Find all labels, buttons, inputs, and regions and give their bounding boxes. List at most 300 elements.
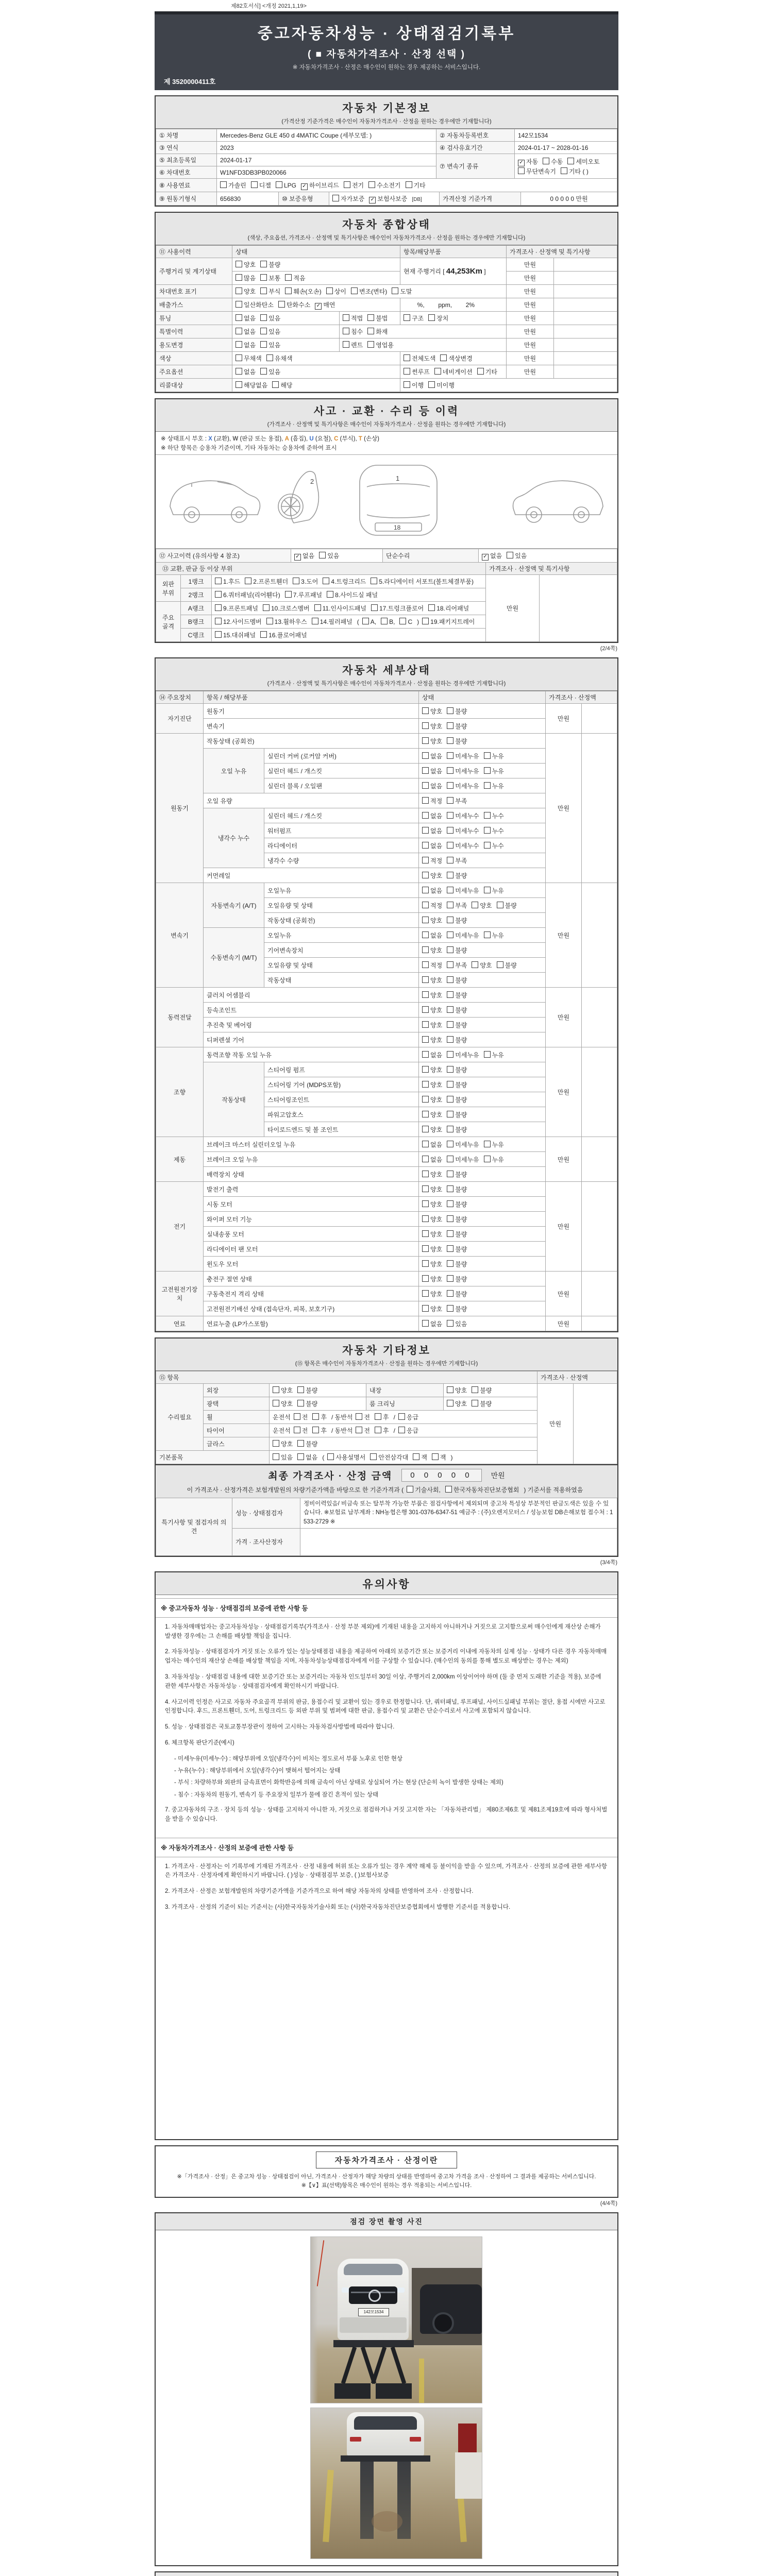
checkbox-option[interactable] bbox=[367, 341, 394, 349]
status-code-desc: (교환), bbox=[212, 436, 233, 442]
checkbox-option[interactable] bbox=[404, 314, 424, 323]
checkbox-option[interactable] bbox=[447, 1275, 467, 1283]
checkbox-label: 상이 bbox=[334, 288, 346, 295]
checkbox-label: 기타 ( ) bbox=[568, 167, 589, 175]
checkbox-option[interactable] bbox=[447, 1260, 467, 1268]
checkbox-option[interactable] bbox=[327, 590, 378, 599]
checkbox-option[interactable] bbox=[447, 961, 467, 970]
checkbox-label: 해당 bbox=[280, 382, 293, 389]
checkbox-option[interactable] bbox=[407, 1485, 441, 1494]
checkbox-option[interactable] bbox=[367, 314, 388, 323]
model-year-value: 2023 bbox=[217, 142, 436, 154]
device-item-label: 파워고압호스 bbox=[264, 1107, 419, 1122]
checkbox-option[interactable] bbox=[482, 551, 502, 560]
checkbox-option[interactable] bbox=[404, 381, 424, 389]
checkbox-option[interactable] bbox=[422, 1290, 442, 1298]
checkbox-option[interactable] bbox=[422, 752, 442, 760]
checkbox-option[interactable] bbox=[484, 811, 504, 820]
checkbox-option[interactable] bbox=[319, 551, 339, 560]
checkbox-icon: ✓ bbox=[294, 554, 301, 561]
checkbox-option[interactable] bbox=[371, 577, 474, 586]
checkbox-option[interactable] bbox=[236, 381, 267, 389]
checkbox-option[interactable] bbox=[447, 841, 479, 850]
checkbox-option[interactable] bbox=[543, 157, 563, 166]
checkbox-label: 후 bbox=[321, 1414, 327, 1421]
photo-lift-platform bbox=[333, 2340, 414, 2347]
checkbox-option[interactable] bbox=[375, 1426, 389, 1435]
checkbox-option[interactable] bbox=[484, 841, 504, 850]
checkbox-option[interactable] bbox=[297, 1386, 317, 1395]
checkbox-option[interactable] bbox=[368, 181, 400, 190]
checkbox-label: 누수 bbox=[492, 827, 504, 835]
checkbox-option[interactable] bbox=[260, 287, 280, 296]
notice-item: - 부식 : 차량하부와 외판의 금속표면이 화학반응에 의해 금속이 아닌 상태로 상실되어 가는 현상 (단순히 녹이 발생한 상태는 제외) bbox=[174, 1780, 503, 1786]
detail-row bbox=[156, 1182, 617, 1197]
checkbox-option[interactable] bbox=[297, 1453, 317, 1462]
notice-item: 3. 가격조사 · 산정의 기준이 되는 기준서는 (사)한국자동차기술사회 또는 (사)한국자동차진단보증협회에서 발행한 기준서를 적용합니다. bbox=[165, 1904, 511, 1910]
checkbox-option[interactable] bbox=[447, 1185, 467, 1194]
checkbox-option[interactable] bbox=[422, 1200, 442, 1209]
device-sub-label: 오일 누유 bbox=[204, 749, 264, 793]
diagram-number-1: 1 bbox=[396, 474, 400, 482]
checkbox-option[interactable] bbox=[215, 604, 258, 613]
checkbox-option[interactable] bbox=[356, 1413, 370, 1421]
checkbox-option[interactable] bbox=[323, 577, 366, 586]
checkbox-option[interactable] bbox=[447, 1050, 479, 1059]
checkbox-label: 매연 bbox=[323, 301, 335, 309]
device-group-label: 자기진단 bbox=[156, 704, 204, 734]
checkbox-option[interactable] bbox=[381, 618, 395, 625]
checkbox-icon bbox=[422, 1111, 429, 1117]
checkbox-option[interactable] bbox=[422, 782, 442, 790]
device-remark-cell bbox=[582, 1182, 617, 1272]
checkbox-option[interactable] bbox=[447, 1140, 479, 1149]
checkbox-option[interactable] bbox=[497, 901, 517, 910]
checkbox-icon: ✓ bbox=[369, 197, 376, 204]
checkbox-option[interactable] bbox=[371, 604, 424, 613]
price-cell: 만원 bbox=[507, 365, 554, 379]
checkbox-option[interactable] bbox=[447, 1200, 467, 1209]
checkbox-option[interactable] bbox=[447, 1290, 467, 1298]
device-price-cell: 만원 bbox=[546, 704, 582, 734]
checkbox-option[interactable] bbox=[561, 167, 589, 176]
checkbox-option[interactable] bbox=[273, 1453, 293, 1462]
repair-need-label: 수리필요 bbox=[156, 1384, 204, 1451]
checkbox-option[interactable] bbox=[422, 1275, 442, 1283]
checkbox-label: 세미오토 bbox=[576, 158, 600, 165]
checkbox-option[interactable] bbox=[422, 1260, 442, 1268]
checkbox-option[interactable] bbox=[447, 826, 479, 835]
checkbox-option[interactable] bbox=[447, 946, 467, 955]
checkbox-option[interactable] bbox=[266, 354, 293, 363]
mileage-label: 주행거리 및 계기상태 bbox=[156, 258, 232, 285]
checkbox-option[interactable] bbox=[263, 604, 310, 613]
checkbox-label: 양호 bbox=[281, 1387, 293, 1394]
checkbox-option[interactable] bbox=[447, 1006, 467, 1014]
checkbox-option[interactable] bbox=[278, 300, 310, 309]
checkbox-icon bbox=[447, 1320, 453, 1327]
checkbox-option[interactable] bbox=[422, 976, 442, 985]
checkbox-option[interactable] bbox=[406, 181, 426, 190]
checkbox-option[interactable] bbox=[260, 367, 280, 376]
checkbox-option[interactable] bbox=[422, 871, 442, 880]
checkbox-option[interactable] bbox=[422, 1065, 442, 1074]
checkbox-option[interactable] bbox=[422, 1006, 442, 1014]
page-marker-2: (2/4쪽) bbox=[600, 646, 617, 652]
checkbox-option[interactable] bbox=[472, 901, 492, 910]
checkbox-option[interactable] bbox=[315, 300, 335, 309]
checkbox-option[interactable] bbox=[447, 1170, 467, 1179]
checkbox-option[interactable] bbox=[344, 181, 364, 190]
checkbox-option[interactable] bbox=[484, 886, 504, 895]
checkbox-option[interactable] bbox=[507, 551, 527, 560]
checkbox-icon bbox=[422, 1171, 429, 1177]
checkbox-option[interactable] bbox=[236, 314, 256, 323]
checkbox-option[interactable] bbox=[422, 1304, 442, 1313]
checkbox-option[interactable] bbox=[260, 314, 280, 323]
device-sub-label: 냉각수 누수 bbox=[204, 808, 264, 868]
section-title: 유의사항 bbox=[362, 1578, 411, 1590]
checkbox-icon bbox=[422, 961, 429, 968]
checkbox-icon bbox=[236, 368, 242, 375]
checkbox-option[interactable] bbox=[422, 737, 442, 745]
checkbox-option[interactable] bbox=[327, 1453, 365, 1462]
checkbox-option[interactable] bbox=[440, 354, 472, 363]
remark-cell bbox=[554, 285, 617, 298]
checkbox-option[interactable] bbox=[447, 767, 479, 775]
checkbox-option[interactable] bbox=[434, 367, 473, 376]
checkbox-option[interactable] bbox=[422, 886, 442, 895]
checkbox-option[interactable] bbox=[518, 157, 538, 166]
checkbox-option[interactable] bbox=[422, 707, 442, 716]
checkbox-option[interactable] bbox=[422, 856, 442, 865]
checkbox-option[interactable] bbox=[422, 1110, 442, 1119]
etc-price-cell: 만원 bbox=[537, 1384, 574, 1464]
checkbox-option[interactable] bbox=[215, 631, 256, 639]
checkbox-option[interactable] bbox=[447, 916, 467, 925]
checkbox-icon bbox=[484, 931, 491, 938]
checkbox-option[interactable] bbox=[245, 577, 288, 586]
checkbox-option[interactable] bbox=[297, 1439, 317, 1448]
checkbox-option[interactable] bbox=[332, 194, 364, 203]
checkbox-option[interactable] bbox=[285, 274, 305, 282]
checkbox-label: 훼손(오손) bbox=[293, 288, 322, 295]
checkbox-option[interactable] bbox=[220, 181, 246, 190]
checkbox-option[interactable] bbox=[297, 1399, 317, 1408]
checkbox-label: 누유 bbox=[492, 1051, 504, 1059]
checkbox-option[interactable] bbox=[432, 1453, 446, 1462]
checkbox-option[interactable] bbox=[370, 1453, 408, 1462]
checkbox-option[interactable] bbox=[484, 1140, 504, 1149]
checkbox-option[interactable] bbox=[285, 287, 321, 296]
device-state-checks bbox=[419, 1167, 546, 1182]
device-state-checks bbox=[419, 988, 546, 1003]
checkbox-option[interactable] bbox=[447, 752, 479, 760]
checkbox-option[interactable] bbox=[422, 931, 442, 940]
checkbox-option[interactable] bbox=[413, 1453, 427, 1462]
checkbox-option[interactable] bbox=[447, 856, 467, 865]
checkbox-label: 불량 bbox=[505, 961, 517, 969]
photo-lift-leg-4 bbox=[391, 2347, 406, 2384]
checkbox-option[interactable] bbox=[294, 1426, 308, 1435]
checkbox-option[interactable] bbox=[428, 604, 469, 613]
checkbox-option[interactable] bbox=[447, 991, 467, 999]
checkbox-option[interactable] bbox=[447, 1021, 467, 1029]
checkbox-option[interactable] bbox=[351, 287, 387, 296]
checkbox-option[interactable] bbox=[398, 1413, 418, 1421]
checkbox-option[interactable] bbox=[422, 841, 442, 850]
checkbox-icon bbox=[312, 618, 318, 624]
checkbox-option[interactable] bbox=[497, 961, 517, 970]
checkbox-option[interactable] bbox=[447, 1230, 467, 1239]
checkbox-option[interactable] bbox=[422, 722, 442, 731]
checkbox-icon bbox=[236, 274, 242, 281]
checkbox-label: 양호 bbox=[480, 902, 492, 909]
checkbox-option[interactable] bbox=[422, 1140, 442, 1149]
checkbox-option[interactable] bbox=[445, 1485, 519, 1494]
checkbox-option[interactable] bbox=[362, 618, 376, 625]
checkbox-option[interactable] bbox=[447, 722, 467, 731]
checkbox-label: 1.후드 bbox=[223, 578, 241, 585]
checkbox-option[interactable] bbox=[422, 617, 475, 626]
checkbox-option[interactable] bbox=[447, 1155, 479, 1164]
checkbox-option[interactable] bbox=[447, 707, 467, 716]
checkbox-option[interactable] bbox=[447, 1386, 467, 1395]
checkbox-option[interactable] bbox=[484, 826, 504, 835]
checkbox-option[interactable] bbox=[260, 274, 280, 282]
checkbox-option[interactable] bbox=[399, 618, 412, 625]
checkbox-option[interactable] bbox=[422, 1095, 442, 1104]
checkbox-option[interactable] bbox=[422, 961, 442, 970]
checkbox-option[interactable] bbox=[447, 1215, 467, 1224]
checkbox-option[interactable] bbox=[273, 1399, 293, 1408]
checkbox-option[interactable] bbox=[447, 976, 467, 985]
checkbox-option[interactable] bbox=[312, 1426, 327, 1435]
checkbox-label: 있음 bbox=[327, 552, 340, 560]
checkbox-option[interactable] bbox=[215, 577, 240, 586]
basic-items-label: 기본품목 bbox=[156, 1451, 270, 1464]
checkbox-label: 색상변경 bbox=[448, 355, 473, 362]
checkbox-option[interactable] bbox=[447, 737, 467, 745]
checkbox-option[interactable] bbox=[472, 1399, 492, 1408]
checkbox-label: 양호 bbox=[430, 991, 443, 999]
checkbox-option[interactable] bbox=[260, 631, 307, 639]
checkbox-option[interactable] bbox=[273, 1439, 293, 1448]
checkbox-icon bbox=[260, 631, 267, 638]
checkbox-option[interactable] bbox=[343, 327, 363, 336]
checkbox-option[interactable] bbox=[447, 931, 479, 940]
checkbox-option[interactable] bbox=[484, 782, 504, 790]
checkbox-option[interactable] bbox=[236, 287, 256, 296]
checkbox-option[interactable] bbox=[236, 327, 256, 336]
checkbox-option[interactable] bbox=[285, 590, 322, 599]
checkbox-label: 미세누유 bbox=[455, 931, 479, 939]
checkbox-option[interactable] bbox=[398, 1426, 418, 1435]
checkbox-option[interactable] bbox=[422, 1170, 442, 1179]
checkbox-option[interactable] bbox=[422, 946, 442, 955]
checkbox-option[interactable] bbox=[236, 341, 256, 349]
checkbox-option[interactable] bbox=[375, 1413, 389, 1421]
checkbox-option[interactable] bbox=[484, 931, 504, 940]
checkbox-option[interactable] bbox=[447, 1304, 467, 1313]
checkbox-option[interactable] bbox=[447, 871, 467, 880]
device-item-label: 와이퍼 모터 기능 bbox=[204, 1212, 419, 1227]
checkbox-label: 있음 bbox=[268, 328, 281, 335]
checkbox-icon bbox=[447, 887, 453, 893]
basic-info-table2 bbox=[156, 192, 617, 206]
device-group-label: 제동 bbox=[156, 1137, 204, 1182]
checkbox-option[interactable] bbox=[260, 341, 280, 349]
checkbox-option[interactable] bbox=[422, 811, 442, 820]
checkbox-option[interactable] bbox=[236, 274, 256, 282]
checkbox-option[interactable] bbox=[215, 590, 280, 599]
checkbox-option[interactable] bbox=[477, 367, 497, 376]
checkbox-option[interactable] bbox=[518, 167, 556, 176]
checkbox-option[interactable] bbox=[422, 1185, 442, 1194]
checkbox-option[interactable] bbox=[447, 811, 479, 820]
checkbox-option[interactable] bbox=[312, 1413, 327, 1421]
checkbox-label: 보통 bbox=[268, 275, 281, 282]
checkbox-icon bbox=[273, 1453, 279, 1460]
photo-floor-stripe-left bbox=[323, 2470, 334, 2542]
checkbox-option[interactable] bbox=[215, 617, 262, 626]
checkbox-option[interactable] bbox=[422, 1021, 442, 1029]
device-item-label: 작동상태 (공회전) bbox=[264, 913, 419, 928]
mileage-value: 44,253Km bbox=[446, 267, 482, 276]
checkbox-option[interactable] bbox=[422, 1155, 442, 1164]
checkbox-option[interactable] bbox=[422, 1050, 442, 1059]
checkbox-option[interactable] bbox=[447, 796, 467, 805]
checkbox-option[interactable] bbox=[447, 1080, 467, 1089]
checkbox-label: 미세누수 bbox=[455, 827, 479, 835]
inspector-label: 성능 · 상태점검자 bbox=[232, 1498, 300, 1529]
checkbox-option[interactable] bbox=[447, 1319, 467, 1328]
checkbox-option[interactable] bbox=[447, 1110, 467, 1119]
checkbox-option[interactable] bbox=[422, 1215, 442, 1224]
checkbox-icon bbox=[422, 1230, 429, 1237]
checkbox-option[interactable] bbox=[422, 1319, 442, 1328]
checkbox-option[interactable] bbox=[404, 367, 430, 376]
checkbox-option[interactable] bbox=[369, 194, 407, 203]
checkbox-option[interactable] bbox=[447, 1125, 467, 1134]
checkbox-option[interactable] bbox=[236, 354, 262, 363]
checkbox-option[interactable] bbox=[484, 1050, 504, 1059]
notice-item: - 침수 : 자동차의 원동기, 변속기 등 주요장치 일부가 물에 잠긴 흔적이 있는 상태 bbox=[174, 1791, 379, 1798]
checkbox-icon bbox=[297, 1386, 304, 1393]
checkbox-icon bbox=[422, 1081, 429, 1088]
checkbox-option[interactable] bbox=[447, 1065, 467, 1074]
checkbox-icon bbox=[215, 604, 222, 611]
checkbox-label: 누유 bbox=[492, 931, 504, 939]
checkbox-option[interactable] bbox=[447, 1399, 467, 1408]
checkbox-option[interactable] bbox=[266, 617, 307, 626]
remark-cell bbox=[554, 325, 617, 338]
checkbox-option[interactable] bbox=[272, 381, 292, 389]
device-remark-cell bbox=[582, 988, 617, 1047]
checkbox-option[interactable] bbox=[422, 1036, 442, 1044]
checkbox-icon bbox=[484, 1051, 491, 1058]
checkbox-option[interactable] bbox=[447, 886, 479, 895]
checkbox-label: 자동 bbox=[526, 158, 539, 165]
checkbox-option[interactable] bbox=[428, 381, 455, 389]
checkbox-option[interactable] bbox=[567, 157, 599, 166]
checkbox-option[interactable] bbox=[447, 901, 467, 910]
checkbox-option[interactable] bbox=[472, 961, 492, 970]
device-state-checks bbox=[419, 898, 546, 913]
checkbox-icon bbox=[266, 618, 273, 624]
checkbox-option[interactable] bbox=[260, 260, 280, 269]
checkbox-option[interactable] bbox=[428, 314, 448, 323]
checkbox-option[interactable] bbox=[273, 1386, 293, 1395]
checkbox-label: 불량 bbox=[455, 1021, 467, 1029]
title-note: ※ 자동차가격조사 · 산정은 매수인이 원하는 경우 제공하는 서비스입니다. bbox=[292, 64, 481, 71]
checkbox-option[interactable] bbox=[447, 782, 479, 790]
section-title: 자동차 기본정보 bbox=[342, 103, 431, 114]
checkbox-option[interactable] bbox=[293, 577, 318, 586]
table-row bbox=[156, 379, 617, 392]
checkbox-option[interactable] bbox=[422, 1245, 442, 1253]
checkbox-option[interactable] bbox=[472, 1386, 492, 1395]
checkbox-option[interactable] bbox=[236, 260, 256, 269]
checkbox-option[interactable] bbox=[447, 1095, 467, 1104]
checkbox-option[interactable] bbox=[343, 341, 363, 349]
checkbox-option[interactable] bbox=[484, 752, 504, 760]
checkbox-option[interactable] bbox=[326, 287, 346, 296]
checkbox-option[interactable] bbox=[422, 826, 442, 835]
section-title: 자동차 세부상태 bbox=[342, 665, 431, 676]
checkbox-label: 미세누유 bbox=[455, 767, 479, 775]
checkbox-option[interactable] bbox=[294, 551, 314, 560]
checkbox-option[interactable] bbox=[484, 1155, 504, 1164]
checkbox-option[interactable] bbox=[251, 181, 271, 190]
checkbox-option[interactable] bbox=[484, 767, 504, 775]
checkbox-option[interactable] bbox=[236, 300, 274, 309]
table-row bbox=[156, 563, 617, 575]
device-group-label: 조향 bbox=[156, 1047, 204, 1137]
checkbox-icon bbox=[343, 328, 349, 334]
checkbox-option[interactable] bbox=[276, 181, 296, 189]
checkbox-option[interactable] bbox=[236, 367, 256, 376]
checkbox-option[interactable] bbox=[404, 354, 435, 363]
checkbox-option[interactable] bbox=[392, 287, 412, 296]
checkbox-option[interactable] bbox=[422, 1080, 442, 1089]
checkbox-option[interactable] bbox=[314, 604, 366, 613]
checkbox-option[interactable] bbox=[260, 327, 280, 336]
checkbox-option[interactable] bbox=[367, 327, 388, 336]
checkbox-label: 양호 bbox=[430, 1275, 443, 1283]
checkbox-option[interactable] bbox=[356, 1426, 370, 1435]
table-row bbox=[156, 298, 617, 312]
checkbox-option[interactable] bbox=[422, 991, 442, 999]
checkbox-option[interactable] bbox=[447, 1245, 467, 1253]
checkbox-option[interactable] bbox=[422, 796, 442, 805]
device-remark-cell bbox=[582, 1316, 617, 1331]
checkbox-icon bbox=[422, 1066, 429, 1073]
checkbox-option[interactable] bbox=[422, 1230, 442, 1239]
checkbox-icon bbox=[447, 812, 453, 819]
checkbox-option[interactable] bbox=[422, 916, 442, 925]
inline-text: 운전석 bbox=[273, 1427, 291, 1434]
checkbox-option[interactable] bbox=[343, 314, 363, 323]
checkbox-option[interactable] bbox=[294, 1413, 308, 1421]
checkbox-option[interactable] bbox=[422, 1125, 442, 1134]
checkbox-option[interactable] bbox=[447, 1036, 467, 1044]
checkbox-icon bbox=[327, 591, 333, 598]
checkbox-option[interactable] bbox=[422, 901, 442, 910]
checkbox-option[interactable] bbox=[422, 767, 442, 775]
checkbox-option[interactable] bbox=[312, 617, 352, 626]
checkbox-option[interactable] bbox=[301, 181, 339, 190]
